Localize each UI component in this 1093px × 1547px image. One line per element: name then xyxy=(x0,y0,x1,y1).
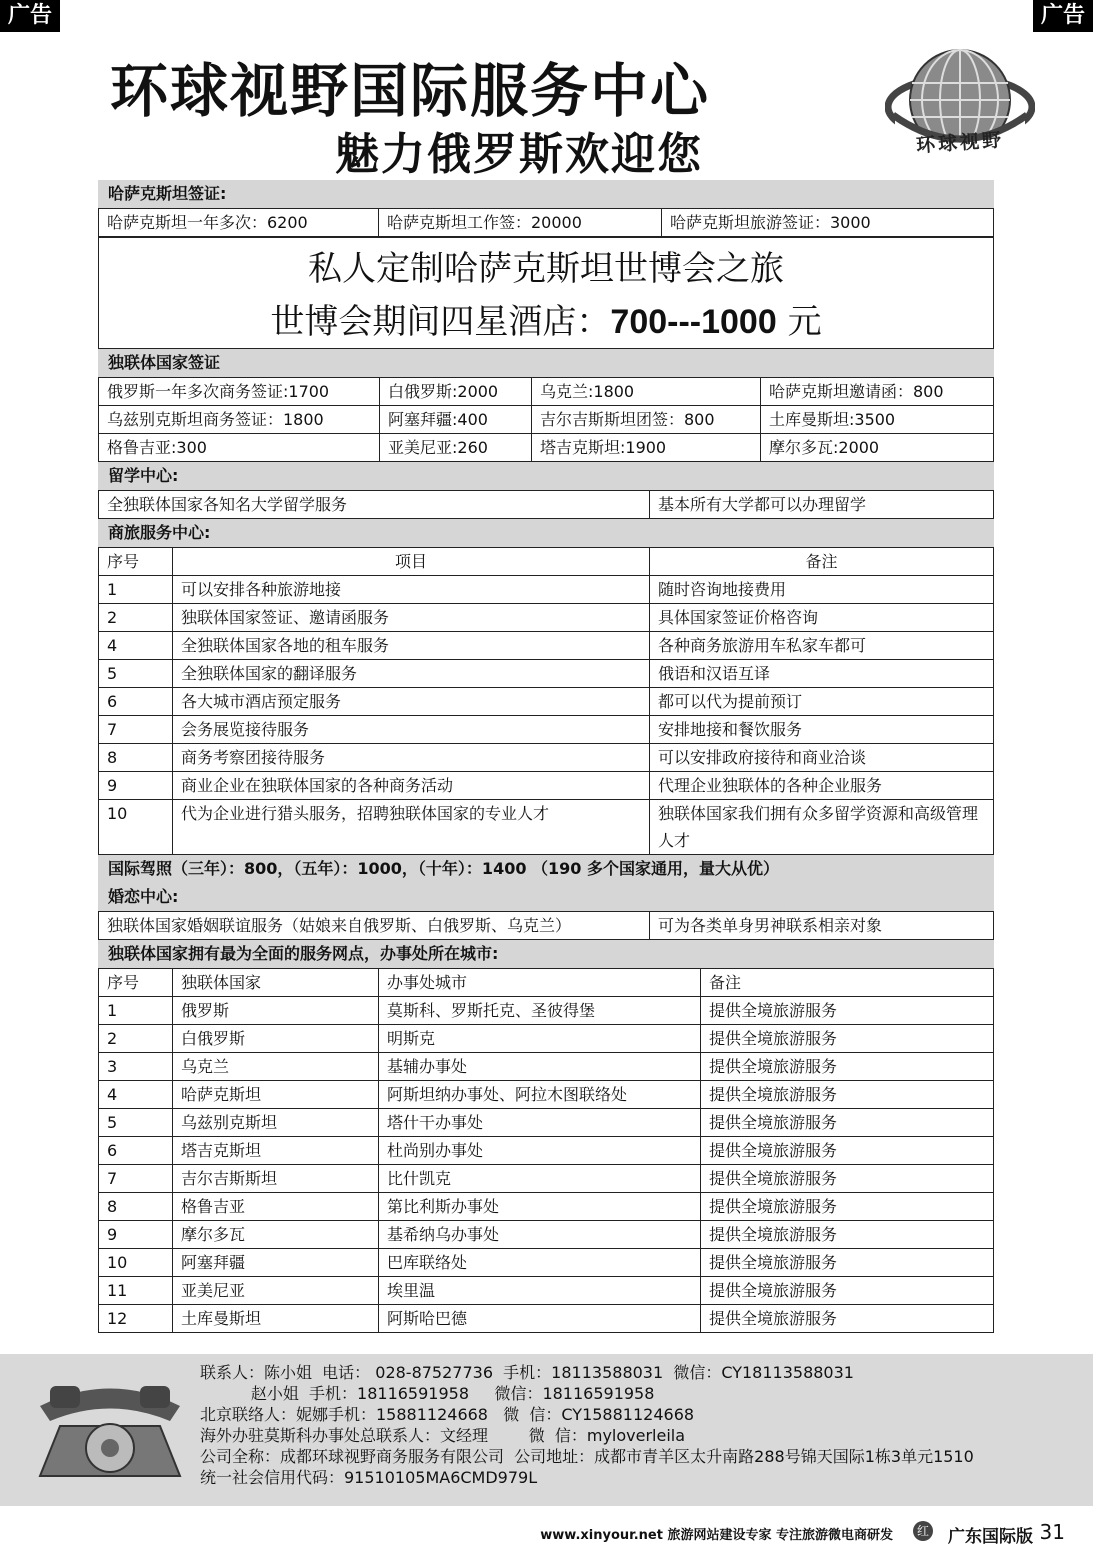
table-row xyxy=(99,660,994,688)
table-cell: 提供全境旅游服务 xyxy=(701,1305,994,1333)
table-cell: 哈萨克斯坦 xyxy=(173,1081,379,1109)
table-row xyxy=(99,434,994,462)
promo-line-2 xyxy=(99,296,993,348)
table-cell: 摩尔多瓦 xyxy=(173,1221,379,1249)
table-cell: 6 xyxy=(99,688,173,716)
table-cell: 乌克兰 xyxy=(173,1053,379,1081)
footer-edition: 广东国际版 xyxy=(948,1527,1033,1547)
footer-badge-icon: 红 xyxy=(913,1521,933,1541)
contact-line: 海外办驻莫斯科办事处总联系人：文经理 微 信：myloverleila xyxy=(200,1426,686,1445)
cis-visa-heading: 独联体国家签证 xyxy=(98,349,994,377)
table-cell: 5 xyxy=(99,1109,173,1137)
contact-line: 公司全称：成都环球视野商务服务有限公司 公司地址：成都市青羊区太升南路288号锦天国际1栋3单元1510 xyxy=(200,1447,974,1466)
table-cell: 提供全境旅游服务 xyxy=(701,1137,994,1165)
table-cell: 阿斯哈巴德 xyxy=(379,1305,701,1333)
table-cell: 莫斯科、罗斯托克、圣彼得堡 xyxy=(379,997,701,1025)
contact-line: 联系人：陈小姐 电话： 028-87527736 手机：18113588031 微信：CY18113588031 xyxy=(200,1363,854,1382)
kz-visa-heading: 哈萨克斯坦签证: xyxy=(98,180,994,208)
page-footer xyxy=(0,1516,1093,1546)
table-row xyxy=(99,1193,994,1221)
table-row xyxy=(99,688,994,716)
table-cell: 第比利斯办事处 xyxy=(379,1193,701,1221)
table-row xyxy=(99,1053,994,1081)
table-cell: 商业企业在独联体国家的各种商务活动 xyxy=(173,772,650,800)
table-row xyxy=(99,604,994,632)
table-cell: 9 xyxy=(99,772,173,800)
table-cell: 2 xyxy=(99,604,173,632)
cis-visa-cell: 乌克兰:1800 xyxy=(532,378,761,406)
table-cell: 随时咨询地接费用 xyxy=(650,576,994,604)
table-cell: 阿斯坦纳办事处、阿拉木图联络处 xyxy=(379,1081,701,1109)
table-cell: 白俄罗斯 xyxy=(173,1025,379,1053)
table-cell: 7 xyxy=(99,1165,173,1193)
table-row xyxy=(99,1025,994,1053)
column-header: 办事处城市 xyxy=(379,969,701,997)
table-cell: 基辅办事处 xyxy=(379,1053,701,1081)
table-row xyxy=(99,800,994,855)
table-cell: 8 xyxy=(99,1193,173,1221)
cis-visa-cell: 哈萨克斯坦邀请函：800 xyxy=(761,378,994,406)
table-row xyxy=(99,716,994,744)
ad-tag-right: 广告 xyxy=(1033,0,1093,32)
table-row xyxy=(99,1277,994,1305)
table-cell: 全独联体国家的翻译服务 xyxy=(173,660,650,688)
column-header: 序号 xyxy=(99,969,173,997)
table-row xyxy=(99,744,994,772)
table-cell: 10 xyxy=(99,800,173,855)
contact-line: 统一社会信用代码：91510105MA6CMD979L xyxy=(200,1468,538,1487)
table-cell: 安排地接和餐饮服务 xyxy=(650,716,994,744)
table-row xyxy=(99,1081,994,1109)
table-cell: 8 xyxy=(99,744,173,772)
kz-visa-table xyxy=(98,208,994,237)
offices-table xyxy=(98,968,994,1333)
main-content xyxy=(98,180,994,1333)
table-cell: 埃里温 xyxy=(379,1277,701,1305)
column-header: 备注 xyxy=(701,969,994,997)
table-cell: 提供全境旅游服务 xyxy=(701,1165,994,1193)
globe-logo-icon xyxy=(885,45,1035,175)
driver-license-line: 国际驾照（三年）：800，（五年）：1000，（十年）：1400 （190 多个国家通用，量大从优） xyxy=(98,855,994,883)
marriage-cell: 可为各类单身男神联系相亲对象 xyxy=(650,912,994,940)
table-cell: 代理企业独联体的各种企业服务 xyxy=(650,772,994,800)
table-cell: 10 xyxy=(99,1249,173,1277)
table-cell: 4 xyxy=(99,632,173,660)
marriage-heading: 婚恋中心: xyxy=(98,883,994,911)
table-cell: 乌兹别克斯坦 xyxy=(173,1109,379,1137)
table-cell: 塔什干办事处 xyxy=(379,1109,701,1137)
table-cell: 可以安排各种旅游地接 xyxy=(173,576,650,604)
kz-visa-cell: 哈萨克斯坦一年多次：6200 xyxy=(99,209,379,237)
table-cell: 提供全境旅游服务 xyxy=(701,1053,994,1081)
marriage-cell: 独联体国家婚姻联谊服务（姑娘来自俄罗斯、白俄罗斯、乌克兰） xyxy=(99,912,650,940)
biz-heading: 商旅服务中心: xyxy=(98,519,994,547)
table-cell: 5 xyxy=(99,660,173,688)
table-row xyxy=(99,772,994,800)
cis-visa-cell: 乌兹别克斯坦商务签证：1800 xyxy=(99,406,380,434)
table-row xyxy=(99,576,994,604)
table-cell: 吉尔吉斯斯坦 xyxy=(173,1165,379,1193)
table-header-row xyxy=(99,548,994,576)
column-header: 项目 xyxy=(173,548,650,576)
table-row xyxy=(99,1165,994,1193)
table-row xyxy=(99,1249,994,1277)
cis-visa-cell: 格鲁吉亚:300 xyxy=(99,434,380,462)
cis-visa-cell: 阿塞拜疆:400 xyxy=(380,406,532,434)
table-cell: 全独联体国家各地的租车服务 xyxy=(173,632,650,660)
table-cell: 提供全境旅游服务 xyxy=(701,1249,994,1277)
telephone-icon xyxy=(30,1376,190,1486)
table-cell: 提供全境旅游服务 xyxy=(701,1081,994,1109)
table-cell: 俄语和汉语互译 xyxy=(650,660,994,688)
table-cell: 土库曼斯坦 xyxy=(173,1305,379,1333)
table-cell: 提供全境旅游服务 xyxy=(701,1025,994,1053)
table-row xyxy=(99,997,994,1025)
cis-visa-cell: 吉尔吉斯斯坦团签：800 xyxy=(532,406,761,434)
table-cell: 7 xyxy=(99,716,173,744)
table-cell: 可以安排政府接待和商业洽谈 xyxy=(650,744,994,772)
table-cell: 亚美尼亚 xyxy=(173,1277,379,1305)
table-cell: 各种商务旅游用车私家车都可 xyxy=(650,632,994,660)
table-cell: 会务展览接待服务 xyxy=(173,716,650,744)
column-header: 序号 xyxy=(99,548,173,576)
table-cell: 提供全境旅游服务 xyxy=(701,997,994,1025)
table-cell: 9 xyxy=(99,1221,173,1249)
table-cell: 明斯克 xyxy=(379,1025,701,1053)
table-cell: 独联体国家我们拥有众多留学资源和高级管理人才 xyxy=(650,800,994,855)
table-cell: 11 xyxy=(99,1277,173,1305)
page-title: 环球视野国际服务中心 xyxy=(110,57,711,125)
offices-heading: 独联体国家拥有最为全面的服务网点，办事处所在城市: xyxy=(98,940,994,968)
contact-info xyxy=(200,1362,974,1488)
table-cell: 塔吉克斯坦 xyxy=(173,1137,379,1165)
table-cell: 提供全境旅游服务 xyxy=(701,1193,994,1221)
table-cell: 阿塞拜疆 xyxy=(173,1249,379,1277)
table-cell: 具体国家签证价格咨询 xyxy=(650,604,994,632)
biz-table xyxy=(98,547,994,855)
table-cell: 提供全境旅游服务 xyxy=(701,1277,994,1305)
promo-line-1: 私人定制哈萨克斯坦世博会之旅 xyxy=(308,249,784,289)
cis-visa-cell: 塔吉克斯坦:1900 xyxy=(532,434,761,462)
kz-visa-cell: 哈萨克斯坦旅游签证：3000 xyxy=(662,209,994,237)
promo-price: 700---1000 xyxy=(610,303,777,341)
cis-visa-cell: 亚美尼亚:260 xyxy=(380,434,532,462)
footer-url: www.xinyour.net 旅游网站建设专家 专注旅游微电商研发 xyxy=(540,1528,893,1543)
cis-visa-cell: 白俄罗斯:2000 xyxy=(380,378,532,406)
table-cell: 2 xyxy=(99,1025,173,1053)
table-cell: 1 xyxy=(99,576,173,604)
table-row xyxy=(99,406,994,434)
table-row xyxy=(99,1137,994,1165)
table-cell: 6 xyxy=(99,1137,173,1165)
study-heading: 留学中心: xyxy=(98,462,994,490)
table-cell: 4 xyxy=(99,1081,173,1109)
logo-text: 环球视野 xyxy=(915,128,1005,158)
table-cell: 3 xyxy=(99,1053,173,1081)
page-number: 31 xyxy=(1039,1520,1065,1544)
study-table xyxy=(98,490,994,519)
ad-tag-left: 广告 xyxy=(0,0,60,32)
table-row xyxy=(99,632,994,660)
marriage-table xyxy=(98,911,994,940)
table-header-row xyxy=(99,969,994,997)
column-header: 独联体国家 xyxy=(173,969,379,997)
contact-line: 赵小姐 手机：18116591958 微信：18116591958 xyxy=(200,1384,655,1403)
page-subtitle: 魅力俄罗斯欢迎您 xyxy=(335,129,703,180)
cis-visa-cell: 俄罗斯一年多次商务签证:1700 xyxy=(99,378,380,406)
table-cell: 独联体国家签证、邀请函服务 xyxy=(173,604,650,632)
cis-visa-cell: 摩尔多瓦:2000 xyxy=(761,434,994,462)
table-cell: 商务考察团接待服务 xyxy=(173,744,650,772)
column-header: 备注 xyxy=(650,548,994,576)
expo-promo xyxy=(98,237,994,349)
cis-visa-table xyxy=(98,377,994,462)
table-cell: 俄罗斯 xyxy=(173,997,379,1025)
table-row xyxy=(99,1305,994,1333)
table-row xyxy=(99,1109,994,1137)
contact-panel xyxy=(0,1354,1093,1506)
table-cell: 都可以代为提前预订 xyxy=(650,688,994,716)
contact-line: 北京联络人：妮娜手机：15881124668 微 信：CY15881124668 xyxy=(200,1405,695,1424)
table-row xyxy=(99,378,994,406)
table-cell: 提供全境旅游服务 xyxy=(701,1109,994,1137)
table-cell: 基希纳乌办事处 xyxy=(379,1221,701,1249)
table-cell: 杜尚别办事处 xyxy=(379,1137,701,1165)
table-cell: 格鲁吉亚 xyxy=(173,1193,379,1221)
study-cell: 全独联体国家各知名大学留学服务 xyxy=(99,491,650,519)
table-row xyxy=(99,1221,994,1249)
study-cell: 基本所有大学都可以办理留学 xyxy=(650,491,994,519)
promo-text: 世博会期间四星酒店： xyxy=(270,302,611,342)
table-cell: 提供全境旅游服务 xyxy=(701,1221,994,1249)
table-cell: 巴库联络处 xyxy=(379,1249,701,1277)
table-cell: 12 xyxy=(99,1305,173,1333)
promo-unit: 元 xyxy=(776,302,822,342)
cis-visa-cell: 土库曼斯坦:3500 xyxy=(761,406,994,434)
table-cell: 1 xyxy=(99,997,173,1025)
table-cell: 比什凯克 xyxy=(379,1165,701,1193)
table-cell: 代为企业进行猎头服务，招聘独联体国家的专业人才 xyxy=(173,800,650,855)
table-cell: 各大城市酒店预定服务 xyxy=(173,688,650,716)
kz-visa-cell: 哈萨克斯坦工作签：20000 xyxy=(379,209,662,237)
